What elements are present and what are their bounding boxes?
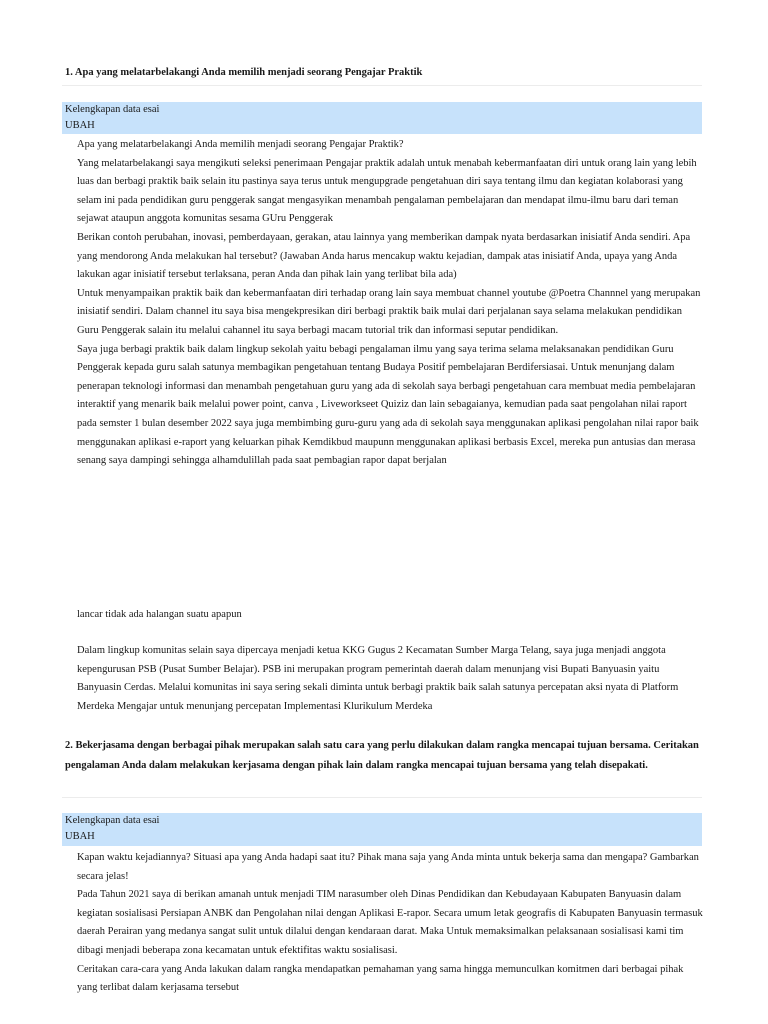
answer-2-block xyxy=(77,849,705,998)
edit-button[interactable]: UBAH xyxy=(65,830,95,842)
answer-text: Dalam lingkup komunitas selain saya dipercaya menjadi ketua KKG Gugus 2 Kecamatan Sumber Marga Telang, saya juga menjadi anggota kepengurusan PSB (Pusat Sumber Belajar). PSB ini merupakan program pemerintah daerah dalam menunjang visi Bupati Banyuasin yaitu Banyuasin Cerdas. Melalui komunitas ini saya sering sekali diminta untuk berbagi praktik baik salah satunya percepatan aksi nyata di Platform Merdeka Mengajar untuk menunjang percepatan Implementasi Klurikulum Merdeka xyxy=(77,645,679,712)
answer-text: Yang melatarbelakangi saya mengikuti seleksi penerimaan Pengajar praktik adalah untuk menabah kebermanfaatan diri untuk orang lain yang lebih luas dan berbagi praktik baik selain itu pastinya saya terus untuk mengupgrade pengetahuan diri saya tentang ilmu dan kegiatan kolaborasi yang selam ini pada pendidikan guru penggerak sangat mengasyikan menambah pengalaman pembelajaran dan mendapat ilmu-ilmu baru dari teman sejawat ataupun anggota komunitas sesama GUru Penggerak xyxy=(77,157,697,225)
answer-text: Untuk menyampaikan praktik baik dan kebermanfaatan diri terhadap orang lain saya membuat channel youtube @Poetra Channnel yang merupakan inisiatif sendiri. Dalam channel itu saya bisa mengekpresikan diri berbagi praktik baik mulai dari perjalanan saya selama melakukan pendidikan Guru Penggerak salain itu melalui cahannel itu saya berbagi macam tutorial trik dan informasi seputar pendidikan. xyxy=(77,287,701,336)
prompt-text: Berikan contoh perubahan, inovasi, pemberdayaan, gerakan, atau lainnya yang memberikan dampak nyata berdasarkan inisiatif Anda sendiri. Apa yang mendorong Anda melakukan hal tersebut? (Jawaban Anda harus mencakup waktu kejadian, dampak atas inisiatif Anda, upaya yang Anda lakukan agar inisiatif tersebut terlaksana, peran Anda dan pihak lain yang terlibat bila ada) xyxy=(77,231,691,281)
prompt-text: Ceritakan cara-cara yang Anda lakukan dalam rangka mendapatkan pemahaman yang sama hingga memunculkan komitmen dari berbagai pihak yang terlibat dalam kerjasama tersebut xyxy=(77,963,684,994)
essay-data-band-1 xyxy=(62,102,702,134)
essay-data-label: Kelengkapan data esai xyxy=(65,815,160,826)
question-2-title: 2. Bekerjasama dengan berbagai pihak merupakan salah satu cara yang perlu dilakukan dalam rangka mencapai tujuan bersama. Ceritakan pengalaman Anda dalam melakukan kerjasama dengan pihak lain dalam rangka mencapai tujuan bersama yang telah disepakati. xyxy=(65,740,699,771)
answer-continuation: lancar tidak ada halangan suatu apapun xyxy=(77,609,242,620)
answer-text: Pada Tahun 2021 saya di berikan amanah untuk menjadi TIM narasumber oleh Dinas Pendidikan dan Kebudayaan Kabupaten Banyuasin dalam kegiatan sosialisasi Persiapan ANBK dan Pengolahan nilai dengan Aplikasi E-rapor. Secara umum letak geografis di Kabupaten Banyuasin termasuk daerah Perairan yang medanya sangat sulit untuk dilalui dengan kendaraan darat. Maka Untuk memaksimalkan pelaksanaan sosialisasi kami tim dibagi menjadi beberapa zona kecamatan untuk efektifitas waktu sosialisasi. xyxy=(77,889,703,956)
prompt-text: Apa yang melatarbelakangi Anda memilih menjadi seorang Pengajar Praktik? xyxy=(77,139,404,150)
edit-button[interactable]: UBAH xyxy=(65,119,95,131)
divider xyxy=(62,85,702,86)
essay-data-label: Kelengkapan data esai xyxy=(65,104,160,115)
answer-1-block xyxy=(77,136,705,471)
question-1-title: 1. Apa yang melatarbelakangi Anda memilih menjadi seorang Pengajar Praktik xyxy=(65,67,423,78)
prompt-text: Kapan waktu kejadiannya? Situasi apa yang Anda hadapi saat itu? Pihak mana saja yang Anda minta untuk bekerja sama dan mengapa? Gambarkan secara jelas! xyxy=(77,852,699,882)
divider xyxy=(62,797,702,798)
essay-data-band-2 xyxy=(62,813,702,846)
answer-text: Saya juga berbagi praktik baik dalam lingkup sekolah yaitu bebagi pengalaman ilmu yang saya terima selama melaksanakan pendidikan Guru Penggerak kepada guru salah satunya membagikan pengetahuan tentang Budaya Positif pembelajaran Berdifersiasai. Untuk menunjang dalam penerapan teknologi informasi dan menambah pengetahuan guru yang ada di sekolah saya berbagi pengetahuan cara membuat media pembelajaran interaktif yang menarik baik melalui power point, canva , Liveworkseet Quiziz dan lain sebagaianya, kemudian pada saat pengolahan nilai raport pada semster 1 bulan desember 2022 saya juga membimbing guru-guru yang ada di sekolah saya menggunakan aplikasi pengolahan nilai rapor baik menggunakan aplikasi e-raport yang keluarkan pihak Kemdikbud maupunn menggunakan aplikasi berbasis Excel, mereka pun antusias dan merasa senang saya dampingi sehingga alhamdulillah pada saat pembagian rapor dapat berjalan xyxy=(77,343,699,467)
